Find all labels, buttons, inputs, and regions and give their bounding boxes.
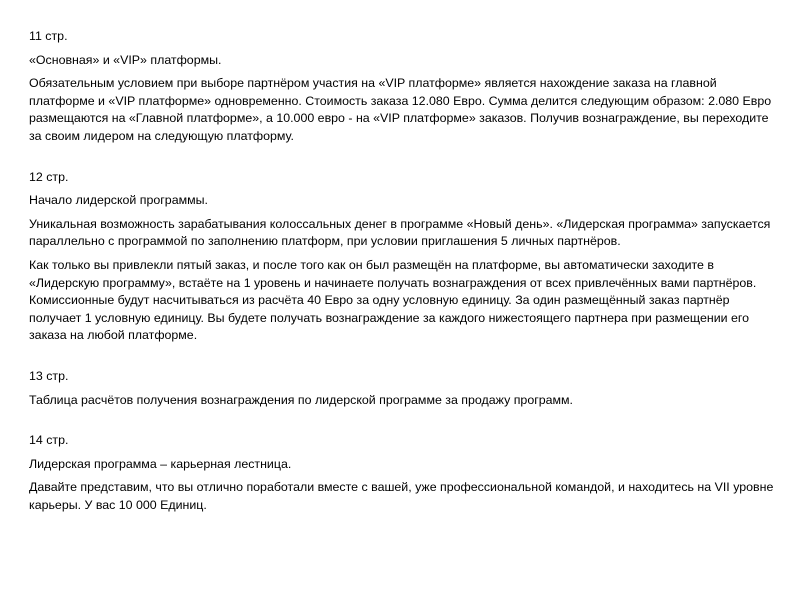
section-spacer — [29, 351, 780, 368]
section-title: Начало лидерской программы. — [29, 193, 208, 208]
page-label: 13 стр. — [29, 368, 69, 383]
section-page-14 — [29, 432, 780, 514]
page-label: 14 стр. — [29, 433, 69, 448]
section-page-11 — [29, 28, 780, 146]
page-label: 11 стр. — [29, 29, 68, 43]
section-spacer — [29, 152, 780, 169]
page-label: 12 стр. — [29, 169, 69, 184]
section-body: Уникальная возможность зарабатывания колоссальных денег в программе «Новый день». «Лидерская программа» запускается параллельно с программой по заполнению платформ, при условии приглашения 5 личных партнёров. — [29, 216, 771, 249]
section-page-13 — [29, 368, 780, 409]
section-body: Давайте представим, что вы отлично поработали вместе с вашей, уже профессиональной командой, и находитесь на VII уровне карьеры. У вас 10 000 Единиц. — [29, 480, 774, 512]
section-page-12 — [29, 169, 780, 345]
section-title: Таблица расчётов получения вознаграждения по лидерской программе за продажу программ. — [29, 392, 573, 407]
section-body-continued: Как только вы привлекли пятый заказ, и после того как он был размещён на платформе, вы автоматически заходите в «Лидерскую программу», встаёте на 1 уровень и начинаете получать вознаграждения от всех привлечённых вами партнёров. Комиссионные будут насчитываться из расчёта 40 Евро за одну условную единицу. За один размещённый заказ партнёр получает 1 условную единицу. Вы будете получать вознаграждение за каждого нижестоящего партнера при размещении его заказа на любой платформе. — [29, 257, 757, 343]
section-title: Лидерская программа – карьерная лестница. — [29, 456, 292, 471]
section-title: «Основная» и «VIP» платформы. — [29, 52, 222, 67]
section-spacer — [29, 415, 780, 432]
section-body: Обязательным условием при выборе партнёром участия на «VIP платформе» является нахождение заказа на главной платформе и «VIP платформе» одновременно. Стоимость заказа 12.080 Евро. Сумма делится следующим образом: 2.080 Евро размещаются на «Главной платформе», а 10.000 евро - на «VIP платформе» заказов. Получив вознаграждение, вы переходите за своим лидером на следующую платформу. — [29, 76, 772, 143]
